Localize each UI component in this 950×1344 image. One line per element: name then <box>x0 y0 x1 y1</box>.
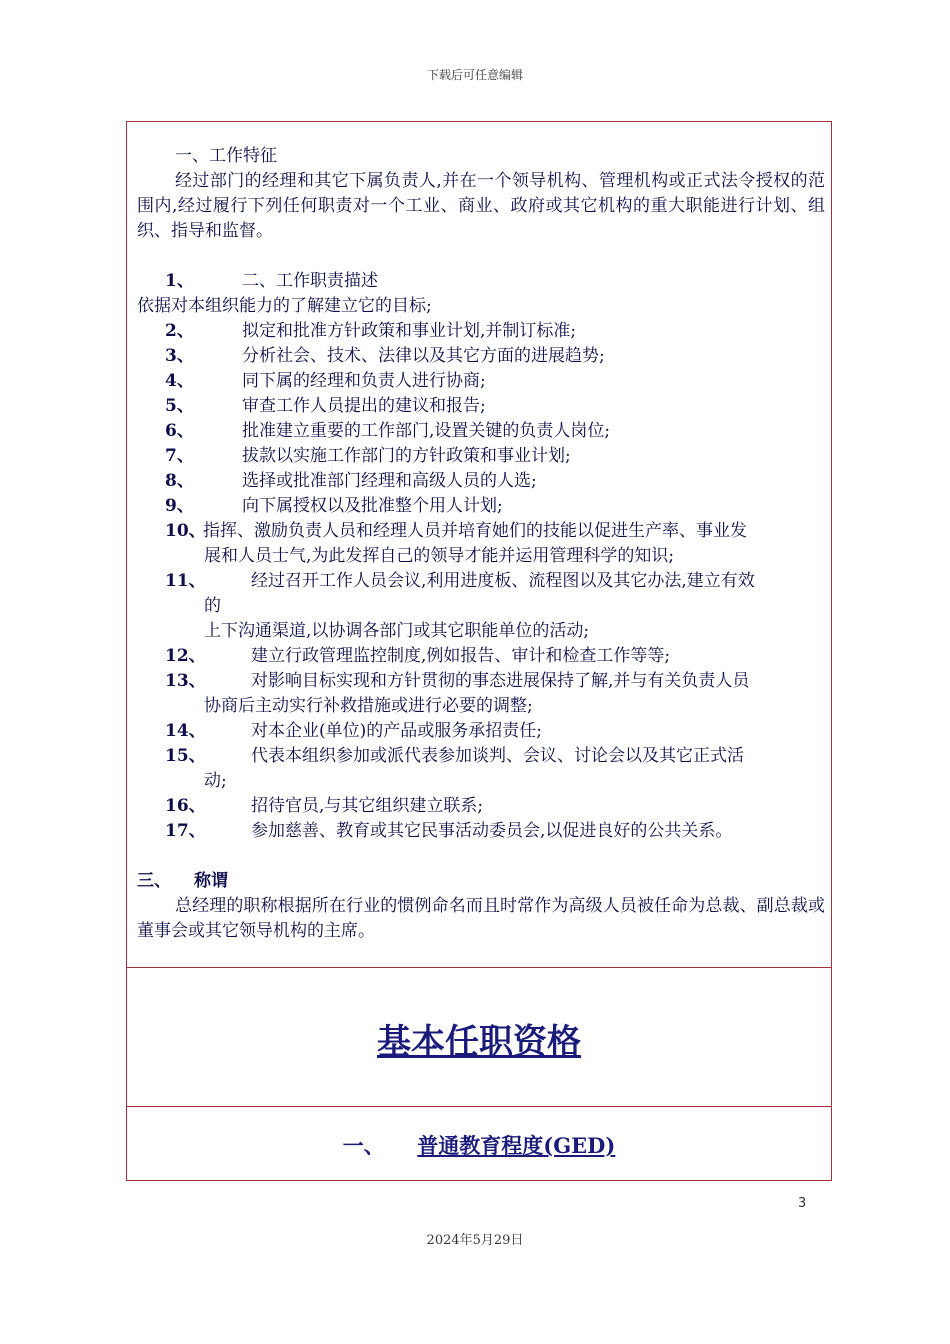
list-text: 同下属的经理和负责人进行协商; <box>242 371 486 391</box>
list-number: 14、 <box>165 721 206 741</box>
list-number: 6、 <box>165 421 194 441</box>
list-text: 对影响目标实现和方针贯彻的事态进展保持了解,并与有关负责人员 <box>251 671 750 691</box>
list-text: 经过召开工作人员会议,利用进度板、流程图以及其它办法,建立有效 <box>251 571 755 591</box>
list-number: 3、 <box>165 346 194 366</box>
education-title: 普通教育程度(GED) <box>417 1133 616 1158</box>
list-item <box>137 369 825 394</box>
list-item <box>137 494 825 519</box>
list-number: 15、 <box>165 746 206 766</box>
list-number: 2、 <box>165 321 194 341</box>
list-item <box>137 394 825 419</box>
job-description-content <box>137 144 825 944</box>
list-number: 10、 <box>165 521 206 541</box>
duty-list <box>137 319 825 519</box>
list-item <box>137 794 825 819</box>
document-table <box>126 121 832 1181</box>
list-text: 招待官员,与其它组织建立联系; <box>251 796 484 816</box>
list-number: 9、 <box>165 496 194 516</box>
list-text: 二、工作职责描述 <box>242 271 378 291</box>
list-text: 参加慈善、教育或其它民事活动委员会,以促进良好的公共关系。 <box>251 821 733 841</box>
title-paragraph: 总经理的职称根据所在行业的惯例命名而且时常作为高级人员被任命为总裁、副总裁或董事会或其它领导机构的主席。 <box>137 896 825 941</box>
list-text: 选择或批准部门经理和高级人员的人选; <box>242 471 537 491</box>
list-text: 分析社会、技术、法律以及其它方面的进展趋势; <box>242 346 605 366</box>
list-text: 批准建立重要的工作部门,设置关键的负责人岗位; <box>242 421 611 441</box>
list-continuation: 动; <box>204 771 227 791</box>
list-text: 向下属授权以及批准整个用人计划; <box>242 496 503 516</box>
section-paragraph: 经过部门的经理和其它下属负责人,并在一个领导机构、管理机构或正式法令授权的范围内,经过履行下列任何职责对一个工业、商业、政府或其它机构的重大职能进行计划、组织、指导和监督。 <box>137 171 825 241</box>
list-number: 13、 <box>165 671 206 691</box>
qualification-cell <box>127 967 831 1107</box>
list-item <box>137 744 825 769</box>
job-description-cell <box>127 122 831 968</box>
page-number: 3 <box>798 1196 807 1211</box>
list-number: 4、 <box>165 371 194 391</box>
list-number: 8、 <box>165 471 194 491</box>
list-item <box>137 519 825 544</box>
list-item <box>137 469 825 494</box>
list-item <box>137 419 825 444</box>
footer-date: 2024年5月29日 <box>426 1233 524 1248</box>
section-heading: 称谓 <box>194 871 228 891</box>
list-continuation: 协商后主动实行补救措施或进行必要的调整; <box>204 696 533 716</box>
section-title: 一、工作特征 <box>175 146 277 166</box>
education-cell <box>127 1106 831 1180</box>
list-text: 建立行政管理监控制度,例如报告、审计和检查工作等等; <box>251 646 671 666</box>
education-number: 一、 <box>342 1133 385 1158</box>
list-item <box>137 669 825 694</box>
list-number: 16、 <box>165 796 206 816</box>
list-text: 审查工作人员提出的建议和报告; <box>242 396 486 416</box>
list-item <box>137 719 825 744</box>
list-item <box>137 819 825 844</box>
title-heading <box>137 869 825 894</box>
list-continuation: 上下沟通渠道,以协调各部门或其它职能单位的活动; <box>204 621 590 641</box>
list-text: 对本企业(单位)的产品或服务承招责任; <box>251 721 542 741</box>
list-text: 代表本组织参加或派代表参加谈判、会议、讨论会以及其它正式活 <box>251 746 744 766</box>
list-item <box>137 344 825 369</box>
duty-heading <box>137 269 825 294</box>
list-text: 拟定和批准方针政策和事业计划,并制订标准; <box>242 321 577 341</box>
list-item <box>137 569 825 594</box>
page-header: 下载后可任意编辑 <box>426 68 523 82</box>
section-number: 三、 <box>137 871 171 891</box>
list-item <box>137 319 825 344</box>
list-item <box>137 444 825 469</box>
list-text: 指挥、激励负责人员和经理人员并培育她们的技能以促进生产率、事业发 <box>203 521 747 541</box>
list-number: 5、 <box>165 396 194 416</box>
list-number: 17、 <box>165 821 206 841</box>
list-number: 1、 <box>165 271 194 291</box>
education-heading <box>127 1130 831 1160</box>
list-number: 11、 <box>165 571 206 591</box>
list-number: 12、 <box>165 646 206 666</box>
list-continuation: 的 <box>204 596 221 616</box>
qualification-heading: 基本任职资格 <box>377 1022 581 1062</box>
list-continuation: 展和人员士气,为此发挥自己的领导才能并运用管理科学的知识; <box>204 546 675 566</box>
list-item <box>137 644 825 669</box>
list-number: 7、 <box>165 446 194 466</box>
list-text: 拔款以实施工作部门的方针政策和事业计划; <box>242 446 571 466</box>
duty-first: 依据对本组织能力的了解建立它的目标; <box>137 296 432 316</box>
